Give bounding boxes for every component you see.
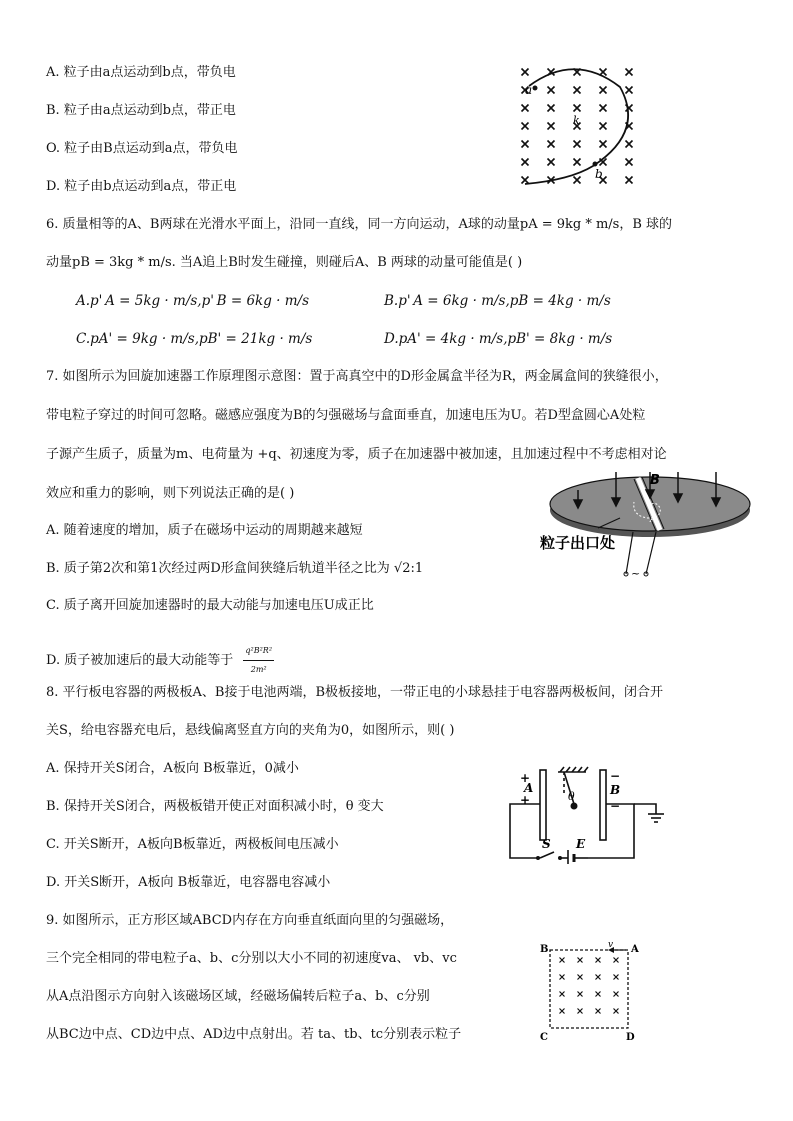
q7-option-a: A. 随着速度的增加，质子在磁场中运动的周期越来越短 <box>46 523 363 538</box>
field-cross-mark <box>614 1009 619 1014</box>
field-cross-mark <box>560 1009 565 1014</box>
field-cross-mark <box>600 87 607 94</box>
center-a-label: A <box>650 515 657 525</box>
corner-a-label: A <box>631 944 639 955</box>
field-cross-mark <box>522 123 529 130</box>
field-b-label: B <box>650 473 660 488</box>
max-kinetic-energy-fraction <box>243 643 274 678</box>
q8-stem-line2: 关S，给电容器充电后，悬线偏离竖直方向的夹角为0，如图所示，则( ) <box>46 723 455 738</box>
point-k-label: k <box>573 114 580 127</box>
q8-stem-line1: 8. 平行板电容器的两极板A、B接于电池两端，B极板接地，一带正电的小球悬挂于电容器两极板间，闭合开 <box>46 685 664 700</box>
field-cross-mark <box>596 975 601 980</box>
q5-option-c: O. 粒子由B点运动到a点，带负电 <box>46 141 238 156</box>
q9-stem-line3: 从A点沿图示方向射入该磁场区域，经磁场偏转后粒子a、b、c分别 <box>46 989 430 1004</box>
q6-option-d: D.pA' = 4kg · m/s,pB' = 8kg · m/s <box>384 331 613 347</box>
field-cross-mark <box>548 105 555 112</box>
velocity-v-label: v <box>608 940 614 950</box>
field-cross-mark <box>578 975 583 980</box>
field-cross-mark <box>560 958 565 963</box>
field-cross-mark <box>578 958 583 963</box>
switch-s-label: S <box>542 837 551 851</box>
field-cross-mark <box>626 177 633 184</box>
fraction-denominator: 2m² <box>250 665 267 674</box>
q7-stem-line3: 子源产生质子，质量为m、电荷量为 +q、初速度为零，质子在加速器中被加速，且加速过程中不考虑相对论 <box>46 447 667 462</box>
q6-option-b: B.p' A = 6kg · m/s,pB = 4kg · m/s <box>384 293 611 309</box>
point-b-label: b <box>595 167 603 181</box>
q7-stem-line4: 效应和重力的影响，则下列说法正确的是( ) <box>46 486 295 501</box>
field-cross-mark <box>522 177 529 184</box>
q8-option-c: C. 开关S断开，A板向B板靠近，两极板间电压减小 <box>46 837 339 852</box>
field-cross-mark <box>614 992 619 997</box>
field-cross-mark <box>522 159 529 166</box>
field-cross-mark <box>614 975 619 980</box>
q5-option-d: D. 粒子由b点运动到a点，带正电 <box>46 179 237 194</box>
field-cross-mark <box>578 1009 583 1014</box>
plate-b-minus-label: − <box>610 769 621 783</box>
exit-label: 粒子出口处 <box>540 534 616 552</box>
point-a-label: a <box>525 83 533 97</box>
plate-a-label: A <box>524 781 534 795</box>
q9-stem-line2: 三个完全相同的带电粒子a、b、c分别以大小不同的初速度va、 vb、vc <box>46 951 457 966</box>
field-cross-mark <box>574 87 581 94</box>
q7-stem-line2: 带电粒子穿过的时间可忽略。磁感应强度为B的匀强磁场与盒面垂直，加速电压为U。若D型盒圆心A处粒 <box>46 408 646 423</box>
field-cross-mark <box>548 123 555 130</box>
field-cross-mark <box>560 975 565 980</box>
q9-stem-line1: 9. 如图所示，正方形区域ABCD内存在方向垂直纸面向里的匀强磁场， <box>46 913 454 928</box>
corner-b-label: B <box>540 944 549 955</box>
field-cross-mark <box>600 105 607 112</box>
q8-option-b: B. 保持开关S闭合，两极板错开使正对面积减小时，θ 变大 <box>46 799 384 814</box>
corner-c-label: C <box>540 1032 548 1043</box>
square-field-figure <box>538 938 648 1048</box>
plate-a-plus-label: + <box>520 771 531 785</box>
plate-a-plus-label-2: + <box>520 793 531 807</box>
field-cross-mark <box>600 141 607 148</box>
field-cross-mark <box>626 159 633 166</box>
q6-option-a: A.p' A = 5kg · m/s,p' B = 6kg · m/s <box>76 293 310 309</box>
q5-option-b: B. 粒子由a点运动到b点，带正电 <box>46 103 236 118</box>
corner-d-label: D <box>626 1032 635 1043</box>
field-cross-mark <box>574 141 581 148</box>
field-cross-mark <box>626 69 633 76</box>
field-cross-mark <box>574 177 581 184</box>
field-cross-mark <box>522 105 529 112</box>
charged-ball <box>571 803 578 810</box>
q5-option-a: A. 粒子由a点运动到b点，带负电 <box>46 65 236 80</box>
field-cross-mark <box>600 123 607 130</box>
battery-e-label: E <box>576 837 586 851</box>
field-cross-mark <box>596 958 601 963</box>
q6-option-c: C.pA' = 9kg · m/s,pB' = 21kg · m/s <box>76 331 313 347</box>
field-cross-mark <box>614 958 619 963</box>
q7-option-d <box>46 643 274 678</box>
field-cross-mark <box>560 992 565 997</box>
q9-stem-line4: 从BC边中点、CD边中点、AD边中点射出。若 ta、tb、tc分别表示粒子 <box>46 1027 462 1042</box>
field-cross-mark <box>596 1009 601 1014</box>
capacitor-circuit-figure <box>506 764 672 864</box>
fraction-numerator: q²B²R² <box>243 643 274 661</box>
q6-stem-line1: 6. 质量相等的A、B两球在光滑水平面上，沿同一直线，同一方向运动，A球的动量pA = 9kg * m/s，B 球的 <box>46 217 673 232</box>
q7-option-b: B. 质子第2次和第1次经过两D形盒间狭缝后轨道半径之比为 √2:1 <box>46 561 424 576</box>
q8-option-a: A. 保持开关S闭合，A板向 B板靠近，0减小 <box>46 761 299 776</box>
field-cross-mark <box>548 87 555 94</box>
ac-source-label: ~ <box>631 567 641 580</box>
plate-b-label: B <box>610 783 621 797</box>
square-region <box>550 950 628 1028</box>
field-cross-mark <box>548 159 555 166</box>
field-cross-mark <box>548 141 555 148</box>
field-cross-mark <box>522 141 529 148</box>
field-cross-mark <box>574 105 581 112</box>
q5-magnetic-field-figure <box>515 62 640 190</box>
field-cross-mark <box>626 141 633 148</box>
field-cross-mark <box>522 69 529 76</box>
q6-stem-line2: 动量pB = 3kg * m/s. 当A追上B时发生碰撞，则碰后A、B 两球的动量可能值是( ) <box>46 255 523 270</box>
field-cross-mark <box>574 159 581 166</box>
theta-label: θ <box>568 790 575 803</box>
plate-b-minus-label-2: − <box>610 799 621 813</box>
q8-option-d: D. 开关S断开，A板向 B板靠近，电容器电容减小 <box>46 875 331 890</box>
field-cross-mark <box>578 992 583 997</box>
cyclotron-figure <box>538 470 760 580</box>
field-cross-mark <box>626 87 633 94</box>
q7-stem-line1: 7. 如图所示为回旋加速器工作原理图示意图：置于高真空中的D形金属盒半径为R，两金属盒间的狭缝很小， <box>46 369 668 384</box>
q7-option-c: C. 质子离开回旋加速器时的最大动能与加速电压U成正比 <box>46 598 374 613</box>
field-cross-mark <box>596 992 601 997</box>
q7-option-d-text: D. 质子被加速后的最大动能等于 <box>46 653 234 668</box>
